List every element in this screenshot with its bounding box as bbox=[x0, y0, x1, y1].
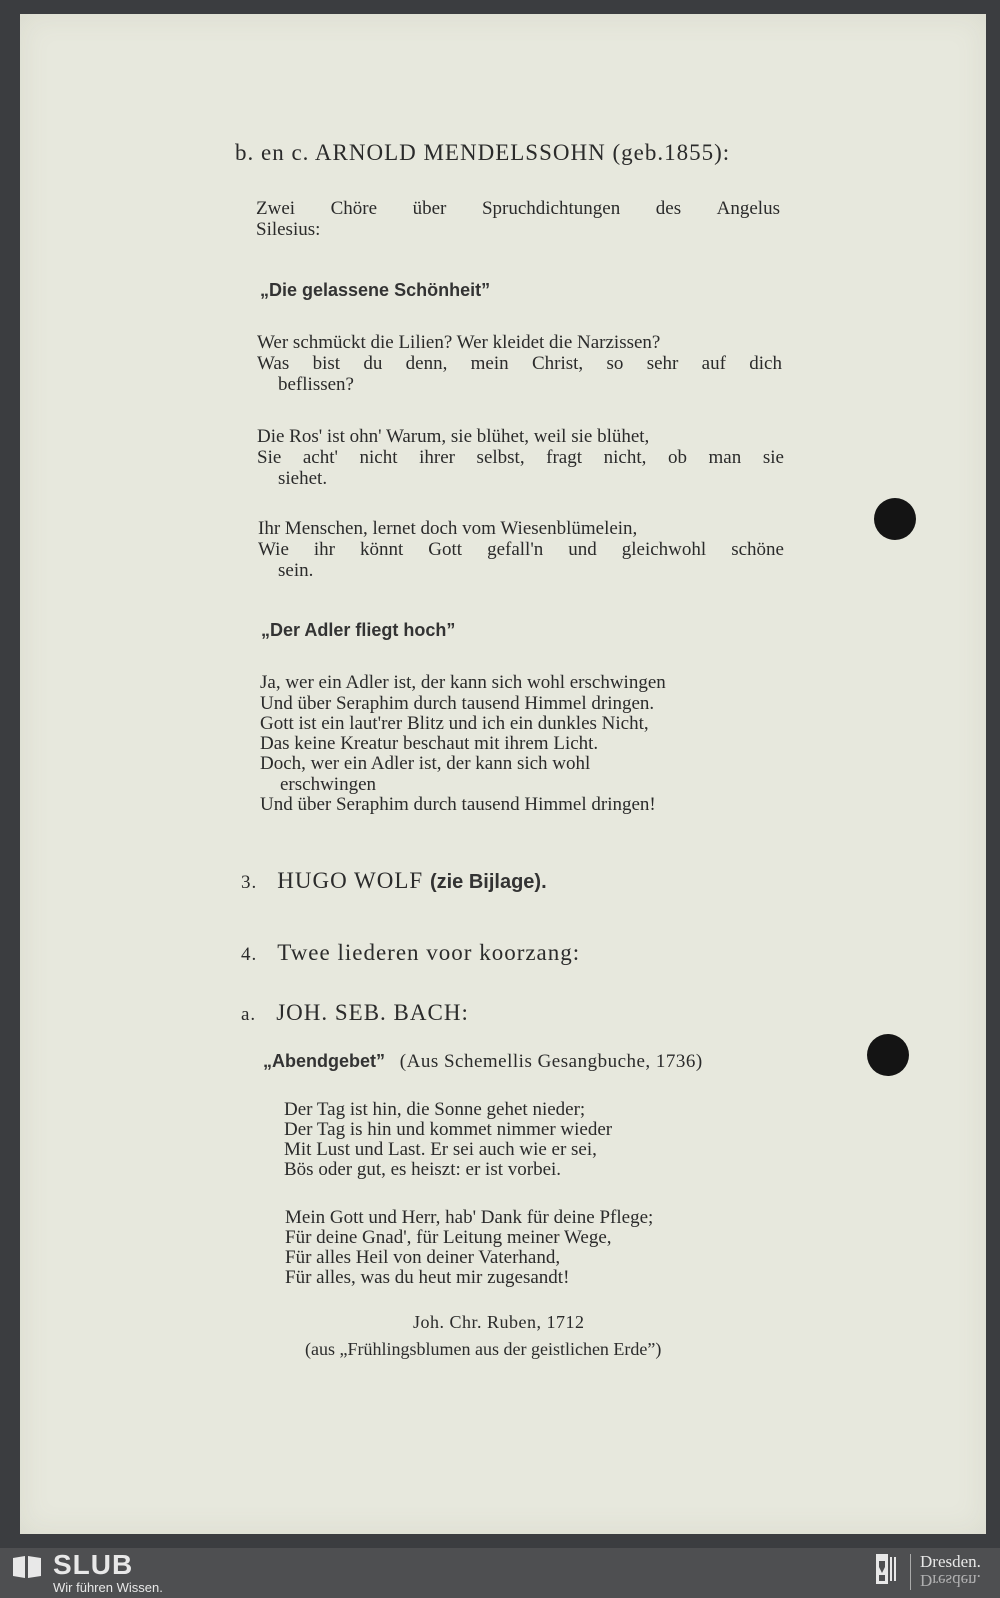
song-title-abendgebet-line bbox=[263, 1051, 703, 1072]
word: gefall'n bbox=[487, 539, 544, 560]
poem-line: Für alles, was du heut mir zugesandt! bbox=[285, 1267, 570, 1288]
word: fragt bbox=[546, 447, 583, 468]
item-number: 3. bbox=[241, 872, 258, 893]
word: dich bbox=[749, 353, 782, 374]
poem-line: Ja, wer ein Adler ist, der kann sich wohl erschwingen bbox=[260, 672, 666, 693]
item-letter: a. bbox=[241, 1004, 257, 1025]
word: ob bbox=[667, 447, 687, 468]
word: gleichwohl bbox=[621, 539, 707, 560]
word: schöne bbox=[731, 539, 784, 560]
intro-justified-line bbox=[256, 198, 780, 219]
item-a bbox=[241, 1002, 469, 1025]
poem-line: Doch, wer ein Adler ist, der kann sich wohl bbox=[260, 753, 591, 774]
song-title-adler: „Der Adler fliegt hoch” bbox=[261, 620, 456, 640]
poem-line bbox=[257, 447, 784, 468]
word: über bbox=[412, 198, 447, 219]
poem-line: Wer schmückt die Lilien? Wer kleidet die Narzissen? bbox=[257, 332, 661, 353]
word: Was bbox=[257, 353, 290, 374]
section-heading-mendelssohn: b. en c. ARNOLD MENDELSSOHN (geb.1855): bbox=[235, 140, 731, 165]
word: du bbox=[363, 353, 383, 374]
book-icon bbox=[12, 1554, 42, 1580]
word: acht' bbox=[302, 447, 338, 468]
word: Gott bbox=[428, 539, 463, 560]
word: sie bbox=[762, 447, 784, 468]
word: bist bbox=[312, 353, 341, 374]
word: Chöre bbox=[330, 198, 378, 219]
poem-line: Gott ist ein laut'rer Blitz und ich ein dunkles Nicht, bbox=[260, 713, 649, 734]
word: Angelus bbox=[716, 198, 780, 219]
word: nicht bbox=[359, 447, 398, 468]
word: ihrer bbox=[419, 447, 455, 468]
punch-hole bbox=[867, 1034, 909, 1076]
poem-line bbox=[257, 353, 782, 374]
word: des bbox=[655, 198, 682, 219]
poem-line: Für deine Gnad', für Leitung meiner Wege, bbox=[285, 1227, 612, 1248]
poem-line: Die Ros' ist ohn' Warum, sie blühet, weil sie blühet, bbox=[257, 426, 650, 447]
stanza bbox=[285, 1208, 653, 1288]
item-note: (zie Bijlage). bbox=[429, 871, 547, 893]
word: Christ, bbox=[531, 353, 584, 374]
poem-line: Bös oder gut, es heiszt: er ist vorbei. bbox=[284, 1159, 562, 1180]
stanza bbox=[284, 1100, 612, 1180]
poem-line: beflissen? bbox=[278, 374, 354, 395]
dresden-logo-reflection: Dresden. bbox=[920, 1571, 981, 1590]
word: und bbox=[568, 539, 597, 560]
poem-line: Und über Seraphim durch tausend Himmel dringen. bbox=[260, 693, 655, 714]
poem-line: siehet. bbox=[278, 468, 328, 489]
poem-line bbox=[258, 539, 784, 560]
word: ihr bbox=[313, 539, 335, 560]
composer-hugo-wolf: HUGO WOLF bbox=[277, 868, 424, 893]
item-3 bbox=[241, 870, 547, 893]
word: Wie bbox=[258, 539, 289, 560]
composer-bach: JOH. SEB. BACH: bbox=[276, 1000, 469, 1025]
word: Spruchdichtungen bbox=[481, 198, 621, 219]
word: sehr bbox=[646, 353, 679, 374]
word: so bbox=[606, 353, 624, 374]
item-number: 4. bbox=[241, 944, 258, 965]
item-4-text: Twee liederen voor koorzang: bbox=[277, 940, 581, 965]
justified-line bbox=[257, 447, 784, 468]
punch-hole bbox=[874, 498, 916, 540]
poem-line: erschwingen bbox=[280, 774, 377, 795]
poem-line: Ihr Menschen, lernet doch vom Wiesenblümelein, bbox=[258, 518, 638, 539]
dresden-logo-text: Dresden. bbox=[920, 1552, 981, 1571]
word: auf bbox=[701, 353, 726, 374]
dresden-crest-icon bbox=[875, 1553, 901, 1585]
intro-line-1 bbox=[256, 198, 780, 219]
attribution: Joh. Chr. Ruben, 1712 bbox=[413, 1312, 585, 1332]
song-title-abendgebet: „Abendgebet” bbox=[263, 1051, 386, 1071]
word: man bbox=[708, 447, 742, 468]
word: Zwei bbox=[256, 198, 296, 219]
word: Sie bbox=[257, 447, 282, 468]
word: nicht, bbox=[603, 447, 647, 468]
word: könnt bbox=[360, 539, 404, 560]
attribution-source: (aus „Frühlingsblumen aus der geistlichen Erde”) bbox=[305, 1339, 662, 1359]
footer-divider bbox=[910, 1554, 911, 1590]
slub-tagline: Wir führen Wissen. bbox=[53, 1580, 163, 1595]
justified-line bbox=[258, 539, 784, 560]
slub-logo-text: SLUB bbox=[53, 1549, 134, 1580]
word: selbst, bbox=[476, 447, 525, 468]
poem-line: Und über Seraphim durch tausend Himmel dringen! bbox=[260, 794, 656, 815]
poem-line: Für alles Heil von deiner Vaterhand, bbox=[285, 1247, 561, 1268]
footer-bar bbox=[0, 1548, 1000, 1598]
item-4 bbox=[241, 942, 580, 965]
poem-line: Das keine Kreatur beschaut mit ihrem Licht. bbox=[260, 733, 599, 754]
intro-line-2: Silesius: bbox=[256, 219, 321, 240]
poem-line: sein. bbox=[278, 560, 314, 581]
poem-line: Mein Gott und Herr, hab' Dank für deine Pflege; bbox=[285, 1207, 654, 1228]
document-page bbox=[20, 14, 986, 1534]
poem-line: Der Tag is hin und kommet nimmer wieder bbox=[284, 1119, 613, 1140]
poem-line: Mit Lust und Last. Er sei auch wie er sei, bbox=[284, 1139, 597, 1160]
song-source: (Aus Schemellis Gesangbuche, 1736) bbox=[399, 1051, 703, 1072]
song-title-gelassene-schoenheit: „Die gelassene Schönheit” bbox=[260, 280, 491, 300]
poem-line: Der Tag ist hin, die Sonne gehet nieder; bbox=[284, 1099, 586, 1120]
word: mein bbox=[470, 353, 509, 374]
justified-line bbox=[257, 353, 782, 374]
word: denn, bbox=[405, 353, 448, 374]
